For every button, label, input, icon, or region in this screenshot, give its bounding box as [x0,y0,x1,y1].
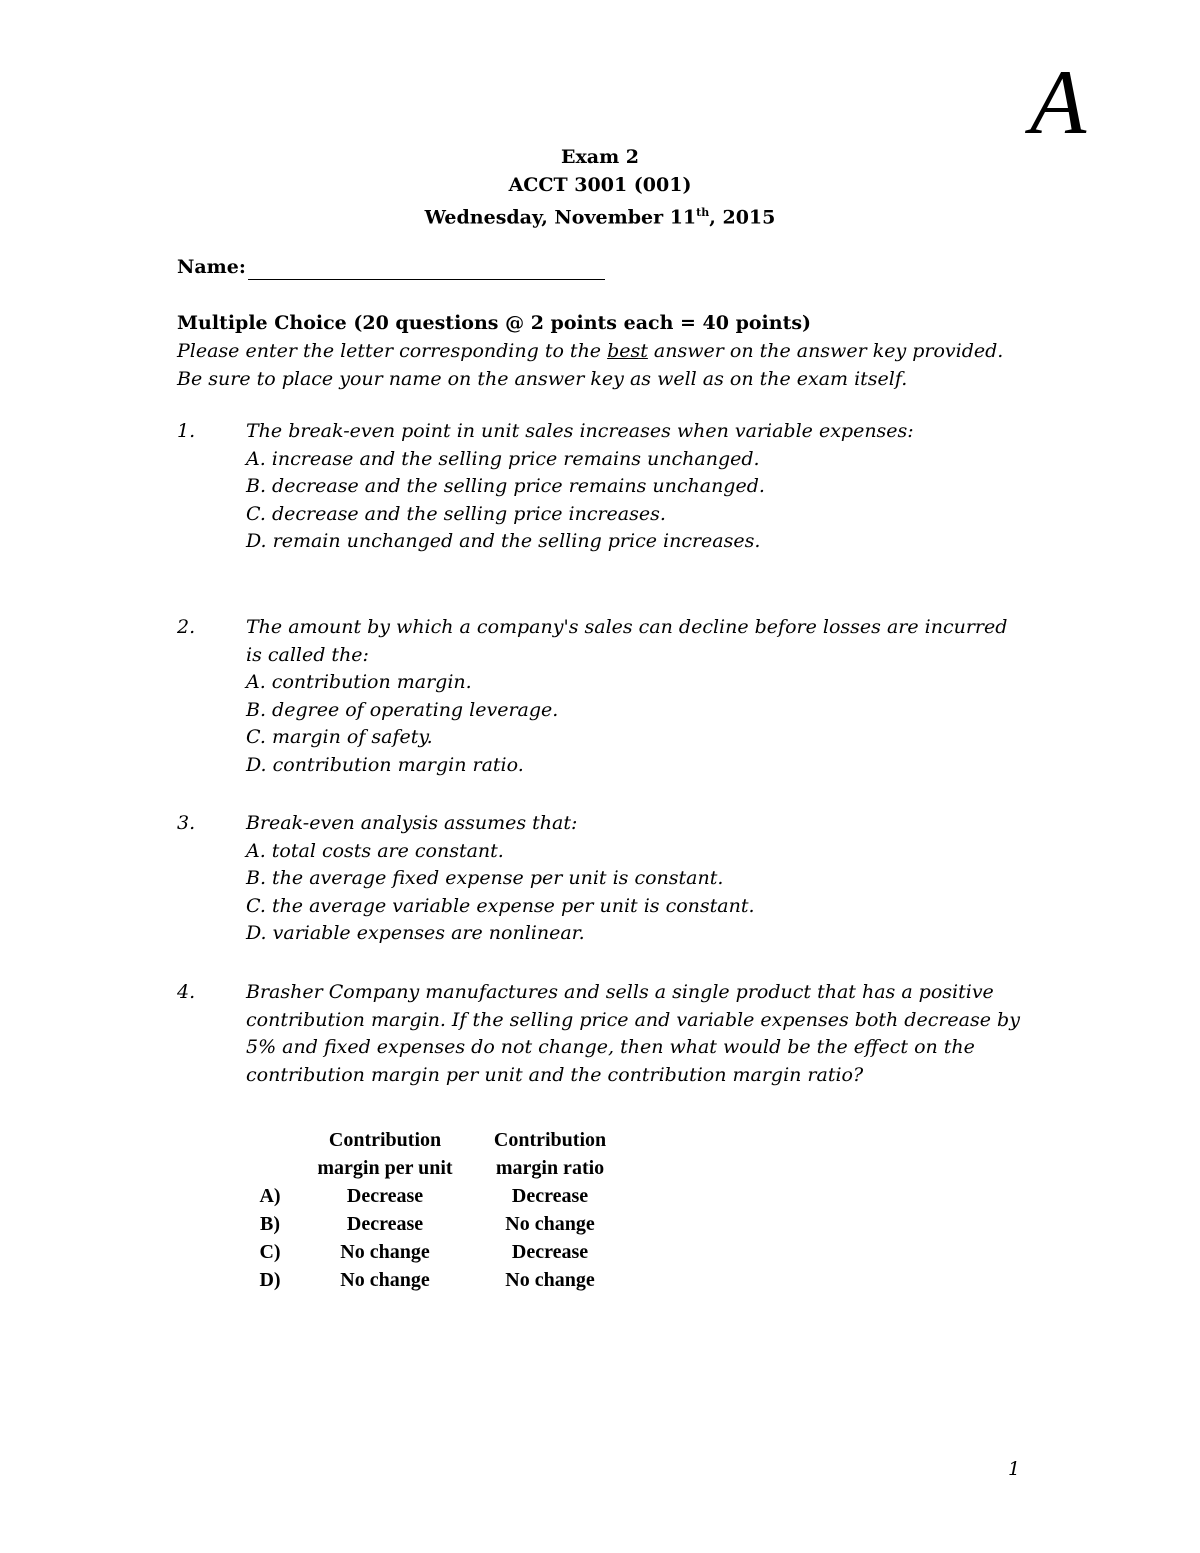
table-cell: No change [505,1269,595,1291]
choice-letter: A) [259,1185,281,1207]
question-stem: The amount by which a company's sales can decline before losses are incurred [246,616,1008,638]
option-d: D. contribution margin ratio. [246,753,524,776]
table-header-row [245,1126,625,1154]
table-cell: No change [505,1213,595,1235]
option-d: D. remain unchanged and the selling price increases. [246,530,761,552]
instr-text: Please enter the letter corresponding to the [177,340,608,362]
exam-date [0,199,1200,231]
question-stem: Brasher Company manufactures and sells a single product that has a positive [246,981,994,1003]
name-blank-line[interactable] [248,259,605,280]
question-2 [177,614,1057,779]
table-header-cell: margin per unit [317,1157,453,1179]
table-cell: Decrease [511,1241,589,1263]
table-cell: Decrease [511,1185,589,1207]
table-header-cell [245,1126,295,1154]
question-1 [177,418,1057,556]
answer-choices-table [245,1126,625,1294]
question-number: 1. [177,420,196,442]
option-d: D. variable expenses are nonlinear. [246,922,585,944]
option-c: C. the average variable expense per unit is constant. [246,894,755,917]
table-header-row [245,1154,625,1182]
instr-text: answer on the answer key provided. [647,340,1004,362]
instructions [177,337,1003,393]
question-stem: contribution margin per unit and the contribution margin ratio? [246,1063,864,1086]
choice-letter: B) [260,1213,280,1235]
choice-letter: D) [259,1269,281,1291]
table-row [245,1182,625,1210]
table-row [245,1266,625,1294]
question-number: 4. [177,981,196,1003]
table-cell: Decrease [346,1213,424,1235]
date-year: , 2015 [709,206,776,229]
option-a: A. increase and the selling price remains unchanged. [246,447,760,470]
question-4 [177,979,1057,1089]
instr-emphasis: best [607,340,648,362]
choice-letter: C) [259,1241,281,1263]
table-cell: Decrease [346,1185,424,1207]
question-stem: is called the: [246,643,369,666]
question-stem: Break-even analysis assumes that: [246,812,578,834]
question-3 [177,810,1057,948]
date-text: Wednesday, November 11 [424,206,697,229]
question-stem: 5% and fixed expenses do not change, then what would be the effect on the [246,1036,975,1058]
table-header-cell: Contribution [493,1129,607,1151]
question-number: 2. [177,616,196,638]
date-ordinal: th [696,206,710,219]
table-cell: No change [340,1241,430,1263]
table-header-cell [245,1154,295,1182]
table-row [245,1238,625,1266]
question-stem: The break-even point in unit sales increases when variable expenses: [246,420,914,442]
table-row [245,1210,625,1238]
exam-title: Exam 2 [560,146,640,168]
instruction-line-2: Be sure to place your name on the answer key as well as on the exam itself. [177,368,908,390]
page-number: 1 [1008,1458,1021,1480]
section-title: Multiple Choice (20 questions @ 2 points each = 40 points) [177,312,812,334]
question-number: 3. [177,812,196,834]
question-stem: contribution margin. If the selling price and variable expenses both decrease by [246,1008,1020,1031]
option-b: B. the average fixed expense per unit is constant. [246,867,724,889]
option-a: A. total costs are constant. [246,839,504,862]
instruction-line-1 [177,337,1003,365]
option-b: B. decrease and the selling price remains unchanged. [246,475,765,497]
name-label: Name: [177,256,246,278]
option-c: C. decrease and the selling price increases. [246,502,666,525]
course-code: ACCT 3001 (001) [508,174,692,196]
option-c: C. margin of safety. [246,726,433,748]
table-header-cell: margin ratio [495,1157,605,1179]
exam-header [0,143,1200,231]
option-a: A. contribution margin. [246,671,472,693]
table-header-cell: Contribution [328,1129,442,1151]
option-b: B. degree of operating leverage. [246,698,559,721]
name-field [177,254,605,280]
version-letter: A [1030,51,1087,153]
table-cell: No change [340,1269,430,1291]
